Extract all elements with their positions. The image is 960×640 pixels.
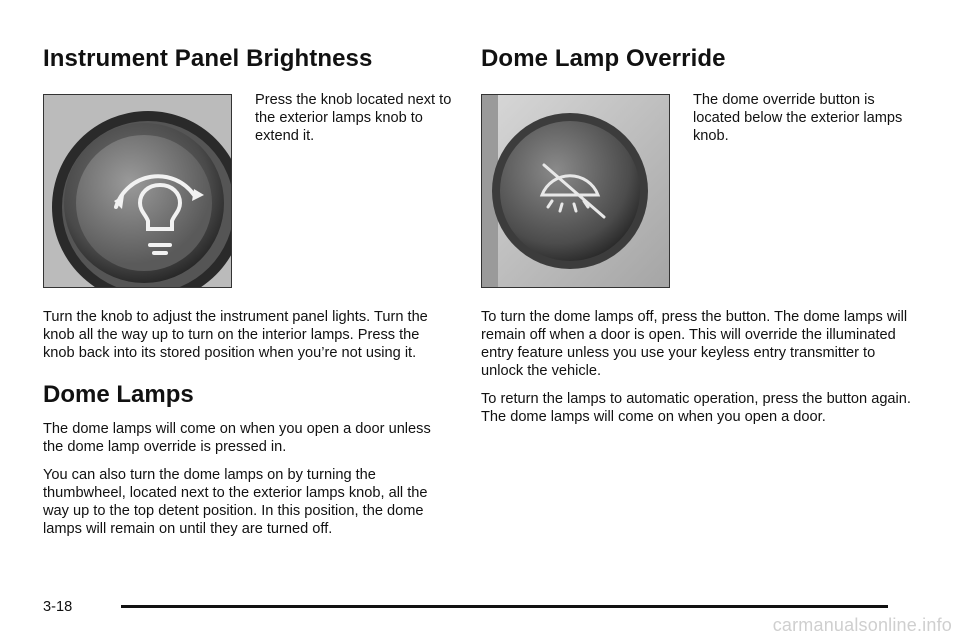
brightness-caption-text: Press the knob located next to the exterior lamps knob to extend it. (255, 92, 452, 144)
brightness-knob-illustration (44, 95, 231, 287)
override-button-illustration (482, 95, 669, 287)
brightness-body (43, 308, 455, 362)
instrument-panel-brightness-heading: Instrument Panel Brightness (43, 45, 373, 72)
watermark: carmanualsonline.info (772, 615, 952, 635)
footer-rule (121, 605, 888, 608)
override-paragraph-2: To return the lamps to automatic operation, press the button again. The dome lamps will come on when you open a door. (481, 391, 911, 425)
right-column (481, 44, 911, 436)
override-caption-text: The dome override button is located below the exterior lamps knob. (693, 92, 903, 144)
override-paragraph-1: To turn the dome lamps off, press the button. The dome lamps will remain off when a door is open. This will override the illuminated entry feature unless you use your keyless entry transmitter to unlock the vehicle. (481, 309, 908, 379)
page-number: 3-18 (43, 599, 73, 615)
brightness-figure-caption (255, 91, 455, 288)
override-body (481, 308, 911, 426)
override-button-photo (481, 94, 670, 288)
override-figure-caption (693, 91, 911, 288)
brightness-body-text: Turn the knob to adjust the instrument panel lights. Turn the knob all the way up to turn on the interior lamps. Press the knob back into its stored position when you’re not using it. (43, 309, 428, 361)
page-footer (43, 596, 888, 616)
brightness-knob-photo (43, 94, 232, 288)
dome-lamp-override-heading: Dome Lamp Override (481, 45, 726, 72)
brightness-figure-row (43, 94, 455, 288)
dome-lamps-heading: Dome Lamps (43, 381, 194, 408)
dome-lamps-paragraph-2: You can also turn the dome lamps on by turning the thumbwheel, located next to the exterior lamps knob, all the way up to the top detent position. In this position, the dome lamps will remain on until they are turned off. (43, 467, 428, 537)
override-figure-row (481, 94, 911, 288)
dome-lamps-paragraph-1: The dome lamps will come on when you open a door unless the dome lamp override is pressed in. (43, 421, 431, 455)
left-column (43, 44, 455, 548)
